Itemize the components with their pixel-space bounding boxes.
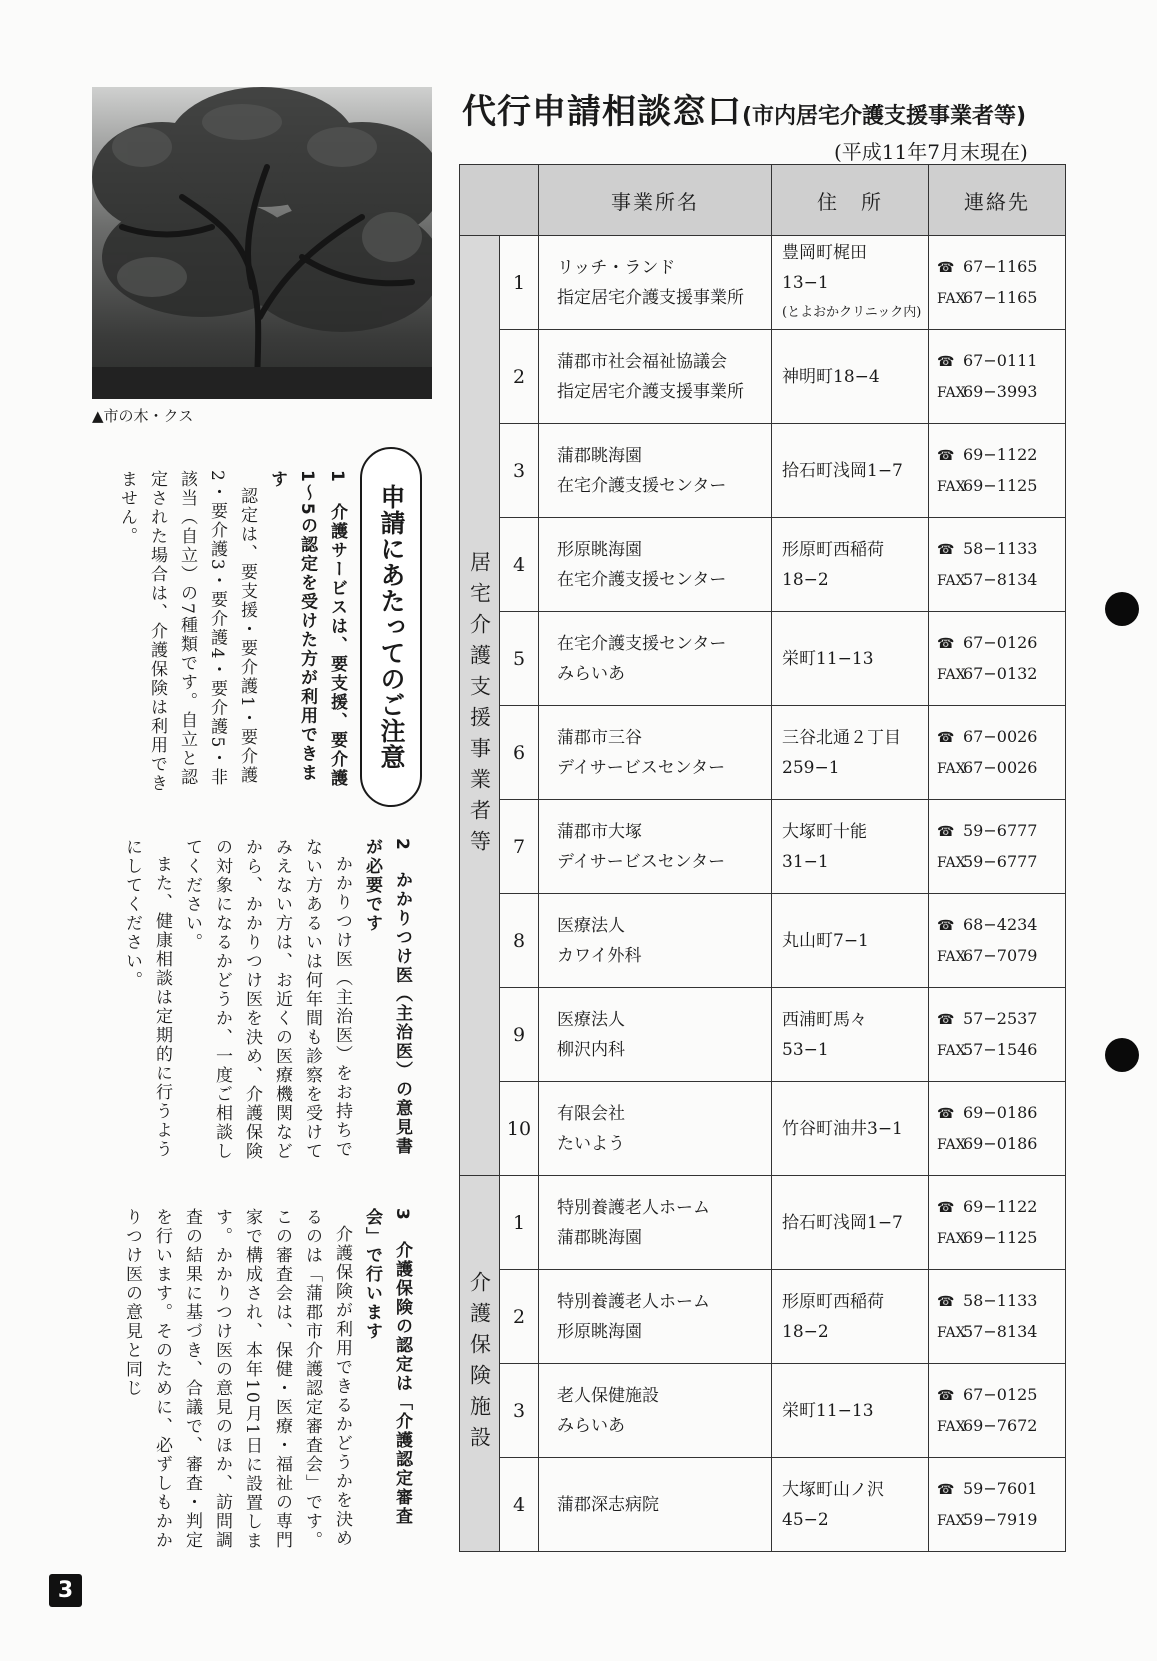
office-name-line2: みらいあ (557, 663, 625, 684)
fax-label: FAX (937, 948, 966, 965)
table-row (460, 1270, 1066, 1364)
notice-item-2-body1: かかりつけ医（主治医）をお持ちでない方あるいは何年間も診察を受けてみえない方は、お近くの医療機関などから、かかりつけ医を決め、介護保険の対象になるかどうか、一度ご相談してください。 (182, 838, 352, 1161)
office-name-line1: 在宅介護支援センター (557, 633, 727, 654)
office-name (539, 1176, 772, 1270)
fax-line (937, 659, 1065, 690)
row-number: 4 (500, 518, 539, 612)
office-name-line1: 形原眺海園 (557, 539, 642, 560)
office-contact (929, 1176, 1066, 1270)
phone-icon: ☎ (937, 635, 955, 652)
office-name-line1: リッチ・ランド (557, 257, 676, 278)
address-line1: 栄町11−13 (782, 1400, 874, 1421)
table-row (460, 518, 1066, 612)
phone-number: 59−7601 (963, 1478, 1038, 1498)
office-name-line1: 老人保健施設 (557, 1385, 659, 1406)
office-name-line1: 蒲郡深志病院 (557, 1494, 659, 1515)
office-table (459, 164, 1066, 1552)
office-name-line1: 医療法人 (557, 1009, 625, 1030)
binder-hole-bottom (1105, 1038, 1139, 1072)
table-row (460, 1364, 1066, 1458)
notice-heading: 申請にあたってのご注意 (360, 447, 422, 807)
fax-line (937, 283, 1065, 314)
address-line1: 形原町西稲荷 (782, 1291, 884, 1312)
office-contact (929, 518, 1066, 612)
fax-line (937, 1317, 1065, 1348)
office-name (539, 894, 772, 988)
address-line1: 豊岡町梶田 (782, 242, 867, 263)
office-name (539, 988, 772, 1082)
office-name (539, 330, 772, 424)
address-line2: 45−2 (782, 1509, 829, 1530)
phone-icon: ☎ (937, 447, 955, 464)
office-name-line2: 柳沢内科 (557, 1039, 625, 1060)
phone-icon: ☎ (937, 1011, 955, 1028)
table-row (460, 1176, 1066, 1270)
fax-number: 59−6777 (963, 851, 1038, 871)
office-name-line2: 形原眺海園 (557, 1321, 642, 1342)
phone-number: 68−4234 (963, 914, 1038, 934)
table-row (460, 612, 1066, 706)
phone-icon: ☎ (937, 729, 955, 746)
office-name-line1: 有限会社 (557, 1103, 625, 1124)
fax-label: FAX (937, 1324, 966, 1341)
row-number: 1 (500, 236, 539, 330)
phone-line (937, 910, 1065, 941)
office-address (772, 706, 929, 800)
phone-number: 57−2537 (963, 1008, 1038, 1028)
title-sub: (市内居宅介護支援事業者等) (742, 104, 1027, 129)
office-contact (929, 706, 1066, 800)
address-line1: 拾石町浅岡1−7 (782, 1212, 903, 1233)
fax-line (937, 941, 1065, 972)
office-name (539, 518, 772, 612)
phone-line (937, 534, 1065, 565)
address-line1: 栄町11−13 (782, 648, 874, 669)
office-name-line2: デイサービスセンター (557, 851, 726, 872)
phone-icon: ☎ (937, 1387, 955, 1404)
fax-number: 67−1165 (963, 287, 1038, 307)
table-row (460, 236, 1066, 330)
address-line1: 拾石町浅岡1−7 (782, 460, 903, 481)
phone-line (937, 1004, 1065, 1035)
phone-line (937, 1098, 1065, 1129)
office-address (772, 424, 929, 518)
phone-line (937, 440, 1065, 471)
office-address (772, 894, 929, 988)
office-contact (929, 330, 1066, 424)
phone-number: 67−0111 (963, 350, 1038, 370)
phone-number: 69−1122 (963, 444, 1038, 464)
header-address: 住 所 (772, 165, 929, 236)
phone-number: 58−1133 (963, 1290, 1038, 1310)
row-number: 8 (500, 894, 539, 988)
office-name (539, 424, 772, 518)
office-contact (929, 424, 1066, 518)
table-row (460, 800, 1066, 894)
phone-icon: ☎ (937, 917, 955, 934)
as-of-date: (平成11年7月末現在) (834, 140, 1028, 164)
address-line2: 13−1 (782, 272, 829, 293)
address-note: (とよおかクリニック内) (782, 304, 922, 320)
table-header-row (460, 165, 1066, 236)
fax-label: FAX (937, 290, 966, 307)
fax-label: FAX (937, 1136, 966, 1153)
address-line1: 大塚町山ノ沢 (782, 1479, 884, 1500)
fax-number: 57−1546 (963, 1039, 1038, 1059)
phone-number: 67−1165 (963, 256, 1038, 276)
fax-line (937, 377, 1065, 408)
office-address (772, 1364, 929, 1458)
office-name-line2: デイサービスセンター (557, 757, 726, 778)
fax-label: FAX (937, 478, 966, 495)
phone-line (937, 1380, 1065, 1411)
fax-line (937, 565, 1065, 596)
office-contact (929, 1364, 1066, 1458)
notice-item-2-head: 2 かかりつけ医（主治医）の意見書が必要です (362, 838, 412, 1156)
office-address (772, 330, 929, 424)
fax-number: 69−3993 (963, 381, 1038, 401)
address-line1: 三谷北通２丁目 (782, 727, 901, 748)
row-number: 9 (500, 988, 539, 1082)
office-name-line2: 在宅介護支援センター (557, 475, 727, 496)
office-name-line1: 特別養護老人ホーム (557, 1197, 710, 1218)
notice-item-1-head: 1 介護サービスは、要支援、要介護1～5の認定を受けた方が利用できます (267, 470, 347, 788)
notice-item-1-body: 認定は、要支援・要介護1・要介護2・要介護3・要介護4・要介護5・非該当（自立）の7種類です。自立と認定された場合は、介護保険は利用できません。 (117, 470, 257, 793)
office-contact (929, 612, 1066, 706)
row-number: 5 (500, 612, 539, 706)
title-main: 代行申請相談窓口 (462, 92, 742, 132)
photo-caption: ▲市の木・クス (92, 407, 194, 425)
office-name-line2: みらいあ (557, 1415, 625, 1436)
fax-number: 67−0026 (963, 757, 1038, 777)
row-number: 4 (500, 1458, 539, 1552)
phone-line (937, 1192, 1065, 1223)
phone-line (937, 1286, 1065, 1317)
binder-hole-top (1105, 592, 1139, 626)
office-name (539, 1082, 772, 1176)
phone-line (937, 722, 1065, 753)
office-name-line2: 在宅介護支援センター (557, 569, 727, 590)
address-line1: 大塚町十能 (782, 821, 867, 842)
phone-icon: ☎ (937, 1199, 955, 1216)
row-number: 10 (500, 1082, 539, 1176)
office-name-line1: 蒲郡市三谷 (557, 727, 642, 748)
notice-item-3-head: 3 介護保険の認定は「介護認定審査会」で行います (362, 1208, 412, 1526)
office-contact (929, 1458, 1066, 1552)
fax-number: 67−0132 (963, 663, 1038, 683)
fax-line (937, 847, 1065, 878)
phone-icon: ☎ (937, 259, 955, 276)
office-name (539, 706, 772, 800)
row-number: 2 (500, 330, 539, 424)
office-address (772, 1270, 929, 1364)
fax-line (937, 1035, 1065, 1066)
row-number: 1 (500, 1176, 539, 1270)
office-address (772, 800, 929, 894)
page-number: 3 (49, 1574, 82, 1607)
header-contact: 連絡先 (929, 165, 1066, 236)
address-line1: 神明町18−4 (782, 366, 880, 387)
office-name-line1: 蒲郡市社会福祉協議会 (557, 351, 727, 372)
row-number: 2 (500, 1270, 539, 1364)
office-address (772, 1176, 929, 1270)
fax-label: FAX (937, 666, 966, 683)
address-line2: 53−1 (782, 1039, 829, 1060)
notice-item-1 (82, 470, 352, 800)
phone-icon: ☎ (937, 1105, 955, 1122)
office-name-line2: 蒲郡眺海園 (557, 1227, 642, 1248)
phone-line (937, 628, 1065, 659)
table-row (460, 424, 1066, 518)
office-contact (929, 894, 1066, 988)
header-name: 事業所名 (539, 165, 772, 236)
table-row (460, 894, 1066, 988)
phone-icon: ☎ (937, 1481, 955, 1498)
phone-number: 67−0126 (963, 632, 1038, 652)
fax-number: 69−1125 (963, 475, 1038, 495)
fax-line (937, 1411, 1065, 1442)
row-number: 3 (500, 1364, 539, 1458)
address-line1: 竹谷町油井3−1 (782, 1118, 903, 1139)
address-line1: 西浦町馬々 (782, 1009, 867, 1030)
notice-item-3 (82, 1208, 417, 1553)
group-label: 居宅介護支援事業者等 (460, 236, 500, 1176)
phone-line (937, 1474, 1065, 1505)
fax-line (937, 1223, 1065, 1254)
phone-icon: ☎ (937, 353, 955, 370)
office-name (539, 612, 772, 706)
office-name (539, 1364, 772, 1458)
fax-label: FAX (937, 1230, 966, 1247)
fax-number: 59−7919 (963, 1509, 1038, 1529)
fax-label: FAX (937, 384, 966, 401)
phone-line (937, 252, 1065, 283)
table-body (460, 236, 1066, 1552)
group-label: 介護保険施設 (460, 1176, 500, 1552)
office-name-line2: 指定居宅介護支援事業所 (557, 381, 744, 402)
notice-item-3-body: 介護保険が利用できるかどうかを決めるのは「蒲郡市介護認定審査会」です。この審査会は、保健・医療・福祉の専門家で構成され、本年10月1日に設置します。かかりつけ医の意見のほか、訪問調査の結果に基づき、合議で、審査・判定を行います。そのために、必ずしもかかりつけ医の意見と同じ (122, 1208, 352, 1551)
office-name (539, 236, 772, 330)
fax-number: 57−8134 (963, 1321, 1038, 1341)
office-contact (929, 988, 1066, 1082)
fax-label: FAX (937, 1042, 966, 1059)
fax-label: FAX (937, 1512, 966, 1529)
fax-number: 67−7079 (963, 945, 1038, 965)
phone-icon: ☎ (937, 541, 955, 558)
phone-line (937, 346, 1065, 377)
phone-number: 69−0186 (963, 1102, 1038, 1122)
office-name-line2: たいよう (557, 1133, 625, 1154)
row-number: 3 (500, 424, 539, 518)
office-contact (929, 1082, 1066, 1176)
phone-number: 67−0125 (963, 1384, 1038, 1404)
fax-label: FAX (937, 1418, 966, 1435)
fax-line (937, 753, 1065, 784)
office-name-line1: 特別養護老人ホーム (557, 1291, 710, 1312)
fax-line (937, 1129, 1065, 1160)
notice-item-2 (112, 838, 417, 1168)
office-name-line1: 医療法人 (557, 915, 625, 936)
phone-number: 69−1122 (963, 1196, 1038, 1216)
phone-number: 58−1133 (963, 538, 1038, 558)
fax-label: FAX (937, 760, 966, 777)
tree-photo (92, 87, 432, 399)
fax-label: FAX (937, 572, 966, 589)
fax-number: 69−1125 (963, 1227, 1038, 1247)
fax-number: 69−7672 (963, 1415, 1038, 1435)
notice-item-2-body2: また、健康相談は定期的に行うようにしてください。 (122, 838, 172, 1159)
phone-line (937, 816, 1065, 847)
tree-illustration (92, 87, 432, 399)
office-address (772, 988, 929, 1082)
office-name (539, 1270, 772, 1364)
table-row (460, 988, 1066, 1082)
office-address (772, 236, 929, 330)
fax-label: FAX (937, 854, 966, 871)
office-address (772, 1458, 929, 1552)
fax-line (937, 1505, 1065, 1536)
page-title (462, 84, 1026, 133)
office-contact (929, 800, 1066, 894)
address-line1: 丸山町7−1 (782, 930, 869, 951)
office-name-line2: 指定居宅介護支援事業所 (557, 287, 744, 308)
office-contact (929, 1270, 1066, 1364)
fax-line (937, 471, 1065, 502)
table-row (460, 1458, 1066, 1552)
table-row (460, 706, 1066, 800)
office-address (772, 1082, 929, 1176)
office-name-line1: 蒲郡眺海園 (557, 445, 642, 466)
office-address (772, 518, 929, 612)
phone-number: 67−0026 (963, 726, 1038, 746)
fax-number: 57−8134 (963, 569, 1038, 589)
row-number: 6 (500, 706, 539, 800)
table-row (460, 1082, 1066, 1176)
phone-number: 59−6777 (963, 820, 1038, 840)
office-contact (929, 236, 1066, 330)
header-blank (460, 165, 539, 236)
office-address (772, 612, 929, 706)
address-line2: 31−1 (782, 851, 829, 872)
fax-number: 69−0186 (963, 1133, 1038, 1153)
address-line2: 18−2 (782, 569, 829, 590)
phone-icon: ☎ (937, 1293, 955, 1310)
table-row (460, 330, 1066, 424)
office-name (539, 1458, 772, 1552)
address-line2: 18−2 (782, 1321, 829, 1342)
row-number: 7 (500, 800, 539, 894)
office-name-line2: カワイ外科 (557, 945, 642, 966)
phone-icon: ☎ (937, 823, 955, 840)
address-line2: 259−1 (782, 757, 840, 778)
address-line1: 形原町西稲荷 (782, 539, 884, 560)
office-name-line1: 蒲郡市大塚 (557, 821, 642, 842)
office-name (539, 800, 772, 894)
